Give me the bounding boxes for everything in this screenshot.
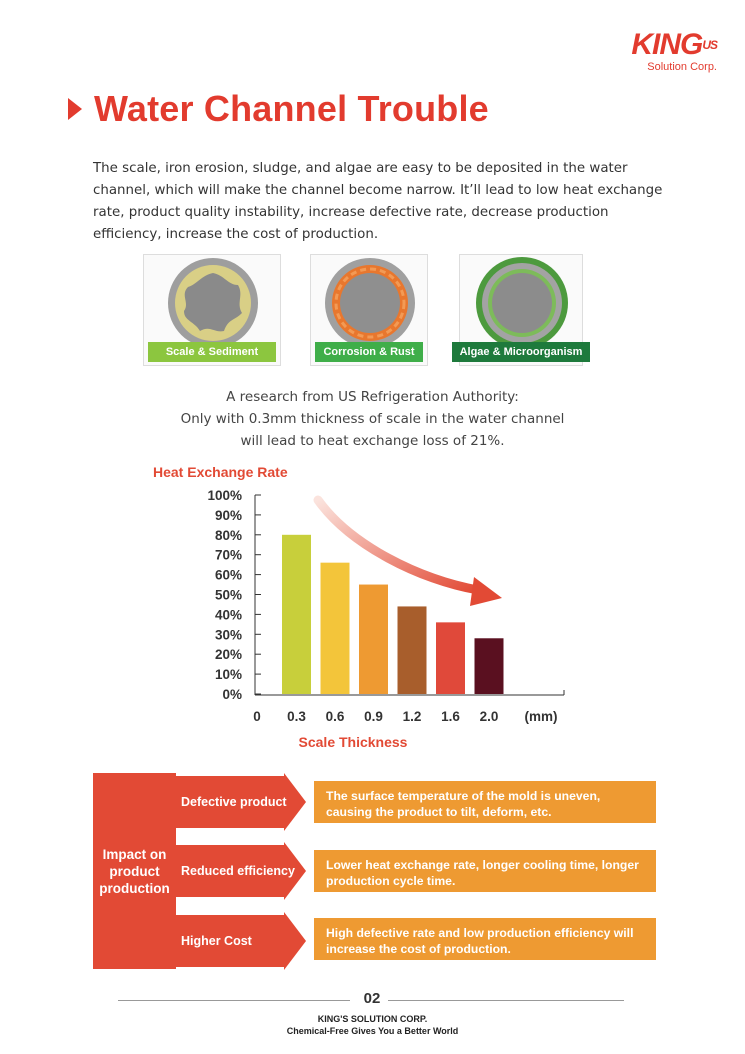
y-tick-label: 30% bbox=[214, 627, 242, 643]
y-tick-label: 10% bbox=[214, 667, 242, 683]
cause-label: Reduced efficiency bbox=[181, 864, 295, 878]
y-tick-label: 100% bbox=[207, 488, 242, 503]
sample-label: Corrosion & Rust bbox=[315, 342, 423, 362]
footer-company: KING'S SOLUTION CORP. bbox=[317, 1014, 428, 1024]
x-tick-label: 0.9 bbox=[364, 709, 383, 724]
impact-label: Impact on product production bbox=[99, 846, 170, 896]
bar-0.3 bbox=[282, 535, 311, 694]
cause-label: Defective product bbox=[181, 795, 287, 809]
x-tick-label: 1.2 bbox=[402, 709, 422, 724]
x-tick-label: 0.6 bbox=[325, 709, 345, 724]
bar-0.6 bbox=[321, 563, 350, 694]
research-line-3: will lead to heat exchange loss of 21%. bbox=[240, 433, 505, 449]
impact-row-defective bbox=[176, 776, 306, 828]
research-line-1: A research from US Refrigeration Authority: bbox=[226, 389, 519, 405]
x-tick-label: 1.6 bbox=[441, 709, 460, 724]
footer-slogan: Chemical-Free Gives You a Better World bbox=[286, 1026, 459, 1036]
sample-corrosion bbox=[310, 254, 428, 366]
sample-label: Scale & Sediment bbox=[148, 342, 276, 362]
page-title: Water Channel Trouble bbox=[94, 88, 489, 129]
x-axis-label: Scale Thickness bbox=[298, 734, 408, 750]
effect-description: Lower heat exchange rate, longer cooling time, longer production cycle time. bbox=[314, 850, 656, 892]
y-tick-label: 40% bbox=[214, 607, 242, 623]
logo-word: KING bbox=[631, 28, 703, 61]
bar-2.0 bbox=[475, 638, 504, 694]
x-origin-label: 0 bbox=[253, 709, 261, 724]
x-unit-label: (mm) bbox=[524, 709, 558, 724]
heat-exchange-chart bbox=[0, 455, 745, 760]
chart-title: Heat Exchange Rate bbox=[153, 464, 288, 480]
sample-label: Algae & Microorganism bbox=[452, 342, 590, 362]
x-tick-label: 2.0 bbox=[479, 709, 499, 724]
arrow-right-icon bbox=[284, 912, 306, 970]
bar-1.6 bbox=[436, 622, 465, 694]
impact-row-efficiency bbox=[176, 845, 306, 897]
bar-0.9 bbox=[359, 585, 388, 694]
y-tick-label: 60% bbox=[214, 567, 242, 583]
bar-1.2 bbox=[398, 606, 427, 694]
arrow-right-icon bbox=[284, 773, 306, 831]
effect-description: High defective rate and low production efficiency will increase the cost of production. bbox=[314, 918, 656, 960]
effect-description: The surface temperature of the mold is uneven, causing the product to tilt, deform, etc. bbox=[314, 781, 656, 823]
logo-superscript: US bbox=[702, 38, 717, 52]
y-tick-label: 70% bbox=[214, 547, 242, 563]
footer-divider-left bbox=[118, 1000, 350, 1001]
y-tick-label: 0% bbox=[222, 687, 242, 702]
page-number: 02 bbox=[363, 990, 381, 1007]
y-tick-label: 90% bbox=[214, 507, 242, 523]
cause-label: Higher Cost bbox=[181, 934, 252, 948]
impact-row-cost bbox=[176, 915, 306, 967]
logo-subtitle: Solution Corp. bbox=[647, 61, 717, 73]
sample-algae bbox=[459, 254, 583, 366]
research-line-2: Only with 0.3mm thickness of scale in the water channel bbox=[180, 411, 565, 427]
sample-scale bbox=[143, 254, 281, 366]
title-triangle-icon bbox=[68, 98, 82, 120]
footer-divider-right bbox=[388, 1000, 624, 1001]
page-header bbox=[68, 88, 489, 130]
y-tick-label: 50% bbox=[214, 587, 242, 603]
intro-paragraph: The scale, iron erosion, sludge, and algae are easy to be deposited in the water channel, which will make the channel become narrow. It’ll lead to low heat exchange rate, product quality instability, increase defective rate, decrease production efficiency, increase the cost of production. bbox=[93, 161, 663, 242]
impact-box bbox=[93, 773, 176, 969]
brand-logo bbox=[607, 30, 717, 73]
trend-arrow-head bbox=[470, 577, 502, 606]
research-note bbox=[150, 386, 595, 452]
y-tick-label: 20% bbox=[214, 647, 242, 663]
x-tick-label: 0.3 bbox=[287, 709, 306, 724]
y-tick-label: 80% bbox=[214, 527, 242, 543]
